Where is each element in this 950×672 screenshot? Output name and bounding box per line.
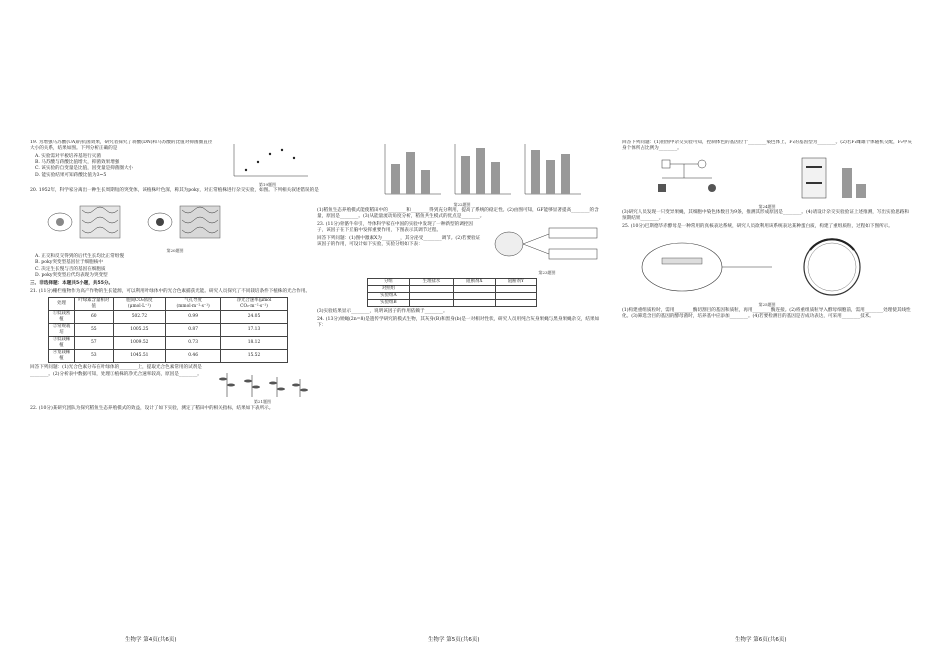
table-header-row [49,298,288,311]
section-heading-nonchoice: 三、非选择题：本题共5小题，共55分。 [30,280,114,286]
table-cell: ③低栽稀植 [49,337,75,350]
experiment-design-table [367,278,537,307]
table-cell: 0.87 [166,324,221,337]
figure-20-crossing [30,196,260,248]
page-footer-5: 生物学 第5页(共6页) [428,637,480,643]
table-cell: 实验组B [368,300,410,307]
neuron-pathway-diagram [489,222,604,270]
pathway-box [549,228,597,238]
q20-option-c: C. 决定生长慢与否的基因在细胞质 [35,266,106,272]
bar [421,170,430,194]
q19-option-c: C. 该实验的自变量是比值，因变量是抑菌圈大小 [35,166,134,172]
table-cell: 1005.25 [113,324,166,337]
gel-band [806,166,822,168]
bar-chart-panel [385,144,441,194]
table-header-cell: 叶绿素含量相对值 [75,298,114,311]
table-row [49,337,288,350]
q20-option-b: B. poky突变型基因位于细胞核中 [35,260,103,266]
plant-icon [219,373,235,397]
bar-chart-panel [525,144,581,194]
table-header-cell: 阻断剂X [454,279,496,286]
figure-19-caption: 第19题图 [258,182,277,187]
data-point [245,169,247,171]
q19-option-d: D. 能实验结果可知蒋酸比值为3~5 [35,172,107,178]
table-cell: 0.99 [166,311,221,324]
figure-21-caption: 第21题图 [253,399,272,405]
bar [531,150,540,194]
arrow [523,244,549,254]
bar [546,160,555,194]
bar [491,162,500,194]
table-row [49,350,288,363]
figure-19 [222,140,312,188]
plant-icon [269,377,285,397]
question-24-body: 回答下列问题：(1)由图中杂交实验可知，控制体色的基因位于________染色体上，F₁的基因型为________。(2)若F₁雌雄个体随机交配，F₂中灰身个体所占比例为________。 [622,140,912,152]
hyphae-panel [180,206,220,238]
question-24-stem: 24. (13分)果蝇(2n=8)是遗传学研究的模式生物，其灰身(B)和黑身(b)是一对相对性状，研究人员用纯合灰身果蝇与黑身果蝇杂交，结果如下： [317,317,600,329]
female-symbol [708,184,716,192]
question-25-stem: 25. (10分)巴斯德毕赤酵母是一种常用的真核表达系统，研究人员欲利用该系统表达某种蛋白质，构建了重组质粒，过程如下图所示。 [622,224,893,230]
table-cell: 0.73 [166,337,221,350]
pathway-box [549,249,597,259]
question-25-body: (1)构建重组质粒时，需用________酶切割目的基因和质粒，再用________酶连接。(2)将重组质粒导入酵母细胞前，需用________处理使其线性化。(3)筛选含目的基因的酵母菌时，培养基中应添加________。(4)若要检测目的基因是否成功表达，可采用________技术。 [622,307,911,320]
figure-25-caption: 第25题图 [758,301,776,307]
gene-segment [662,258,702,264]
table-cell: ①低栽密植 [49,311,75,324]
table-header-cell: 净光合速率(μmol CO₂·m⁻²·s⁻¹) [221,298,288,311]
q20-option-d: D. poky突变型后代均表现为突变型 [35,272,108,278]
figure-21 [212,365,312,405]
question-21-body: 回答下列问题：(1)光合色素分布在叶绿体的________上，提取光合色素常用的试剂是________。(2)分析表中数据可知，处理①植株的净光合速率较高，原因是________。 [30,365,202,377]
bar [842,168,852,198]
bar [856,184,866,198]
cell-outline [642,243,722,291]
bar [461,156,470,194]
data-point [257,161,259,163]
data-point [269,153,271,155]
table-cell: 对照组 [368,286,410,293]
brain-region-icon [495,232,523,256]
bar-chart-panel [455,144,511,194]
question-23-stem: 23. (11分)骨骼牛牵引，导体科学家在中国的实验中发现了一种新型的调控因子，该因子在下丘脑中发挥重要作用，下图表示其调节过程。 [317,222,474,234]
table-row [368,300,537,307]
question-23-tail: (3)实验结果显示________，说明该因子的作用依赖于________。 [317,309,448,315]
page-column-middle [317,140,607,660]
table-cell: 1009.52 [113,337,166,350]
figure-20-caption: 第20题图 [166,247,184,253]
table-header-cell: 生理盐水 [409,279,453,286]
gel-band [806,182,822,184]
table-cell: 0.46 [166,350,221,363]
page-column-right [622,140,912,660]
question-24-tail: (3)研究人员发现一只变异果蝇，其细胞中染色体数目为9条，推测其形成原因是________。(4)请设计杂交实验验证上述推测，写出实验思路和预期结果________。 [622,210,909,222]
page-footer-4: 生物学 第4页(共6页) [125,637,177,643]
plasmid-inner-ring [808,243,856,291]
nucleus-icon [56,218,64,226]
bar [476,148,485,194]
plant-icon [244,375,260,397]
table-cell: 60 [75,311,114,324]
table-header-cell: 处理 [49,298,75,311]
scatter-figure-19 [222,140,312,182]
bar [391,164,400,194]
nucleus-icon [156,218,164,226]
question-23-body: 回答下列问题：(1)图中激素X为________，其分泌受________调节。(2)若要验证该因子的作用，可设计如下实验，实验分组如下表： [317,236,481,248]
figure-23 [489,222,604,276]
question-22-body: (1)稻鱼生态养殖模式能使稻田中的________和________得到充分利用，提高了系统的稳定性。(2)由图可知，GF能够显著提高________的含量，原因是________。(3)从能量流动角度分析，稻鱼共生模式的优点是________。 [317,208,599,220]
question-20-stem: 20. 1952年，科学家分离出一种生长周期短的突变体，该植株叶色深，称其为poky，对正常植株进行杂交实验，如图。下列相关叙述错误的是 [30,188,319,194]
table-header-cell: 胞间CO₂浓度(μmol·L⁻¹) [113,298,166,311]
table-row [49,324,288,337]
table-cell: 55 [75,324,114,337]
table-cell: 15.52 [221,350,288,363]
question-19-stem: 19. 为增强马苏酸(UA)的抗菌效果，研究者探究了蒋酸(DN)和马苏酸的比值对抑菌圈直径大小的关系，结果如图。下列分析正确的是 [30,140,213,152]
table-cell: 实验组A [368,293,410,300]
question-21-stem: 21. (11分)栅栏植物作为高产作物的生长能源，可以利用叶绿体中的光合色素捕获光能。研究人员探究了不同栽培条件下植株的光合作用。 [30,289,311,295]
figure-22-bar-charts [317,140,607,202]
table-cell: 53 [75,350,114,363]
data-point [293,157,295,159]
male-symbol [662,160,670,168]
table-row [368,286,537,293]
q19-option-a: A. 实验需对平板培养基进行灭菌 [35,153,101,159]
figure-23-caption: 第23题图 [538,270,556,276]
q20-option-a: A. 正交和反交得到的后代生长均比正常组慢 [35,254,124,260]
q19-option-b: B. 马苏酸与蒋酸比值增大，抑菌效果增强 [35,160,120,166]
figure-22-caption: 第22题图 [453,202,471,207]
figure-24-caption: 第24题图 [758,203,776,209]
table-header-row [368,279,537,286]
arrow [523,234,549,244]
data-point [281,149,283,151]
bar [561,154,570,194]
table-cell: 502.72 [113,311,166,324]
table-header-cell: 分组 [368,279,410,286]
table-cell: ②常规栽培 [49,324,75,337]
figure-24-pedigree [622,154,892,204]
hyphae-panel [80,206,120,238]
figure-25-plasmid [622,232,902,302]
male-symbol [658,184,666,192]
table-cell: ④宽栽稀植 [49,350,75,363]
q21-data-table [48,297,288,363]
table-row [49,311,288,324]
table-cell: 57 [75,337,114,350]
plant-icon [292,379,308,397]
female-symbol [698,160,706,168]
plant-growth-figure [212,365,312,399]
page-column-left [30,140,320,660]
table-cell: 17.13 [221,324,288,337]
table-header-cell: 气孔导度(mmol·m⁻²·s⁻¹) [166,298,221,311]
question-22-stem: 22. (10分)某研究团队为探究稻鱼生态养殖模式的效益，设计了如下实验，测定了稻田中的相关指标，结果如下表所示。 [30,405,274,411]
bar [406,152,415,194]
table-row [368,293,537,300]
page-footer-6: 生物学 第6页(共6页) [735,637,787,643]
table-cell: 1045.51 [113,350,166,363]
gel-panel [802,158,826,198]
table-cell: 18.12 [221,337,288,350]
table-header-cell: 阻断剂Y [495,279,536,286]
table-cell: 24.05 [221,311,288,324]
